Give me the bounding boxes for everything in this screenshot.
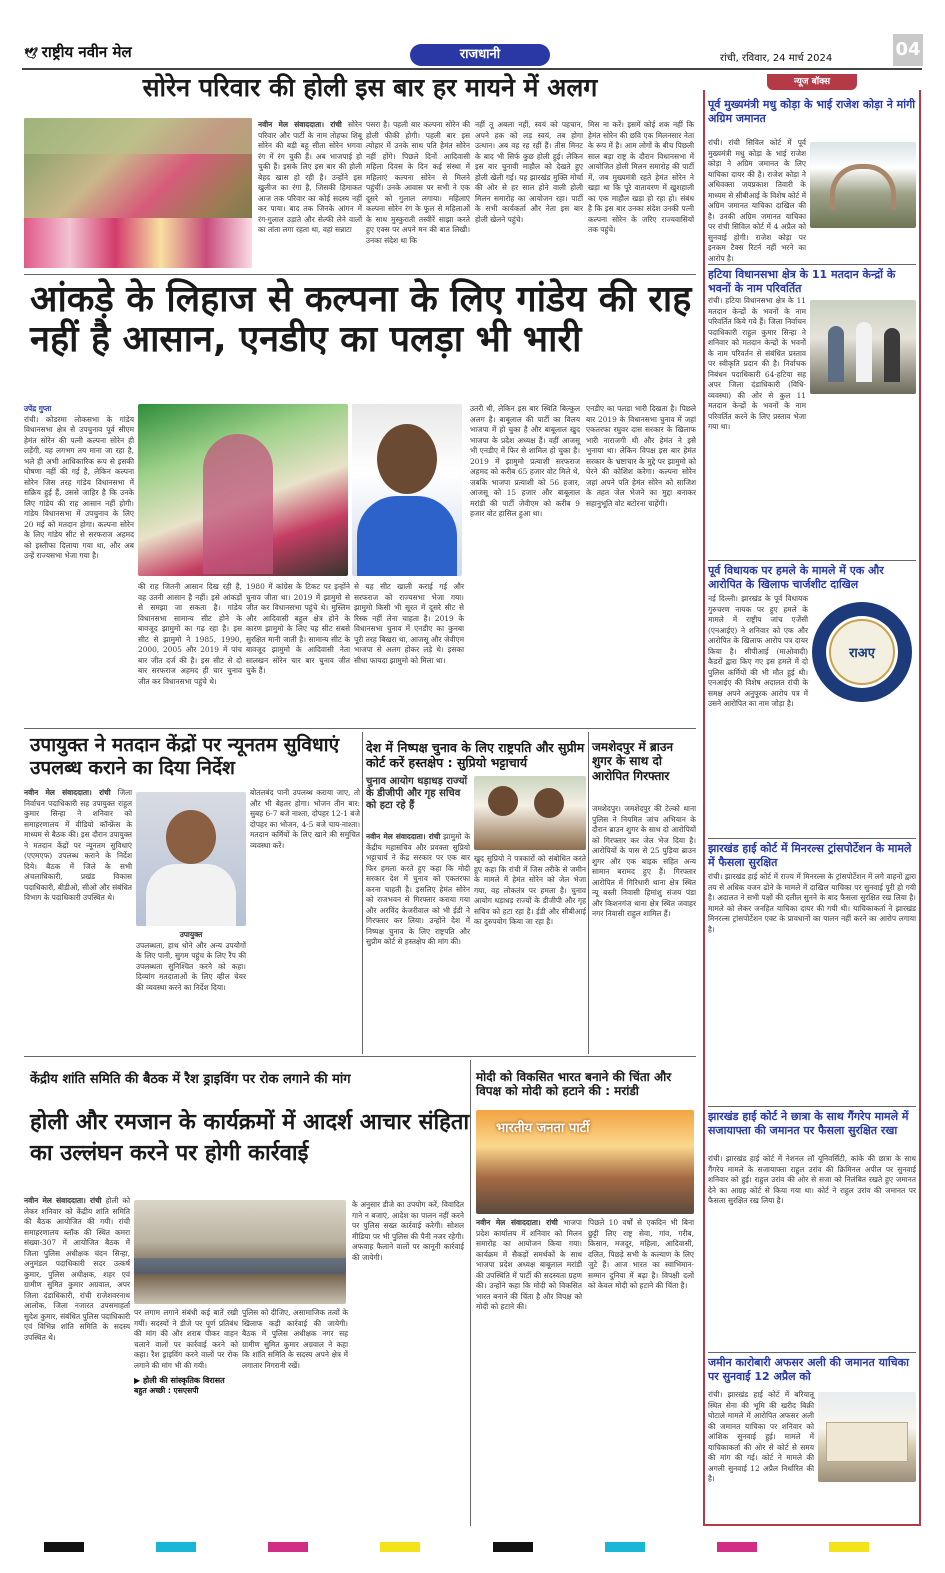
story3-col2: [136, 930, 246, 1050]
story8-photo-banner: भारतीय जनता पार्टी: [496, 1121, 590, 1136]
news-item-body: [708, 1390, 814, 1520]
story2-col3: [246, 582, 350, 722]
story7-text: पुलिस को दीजिए, असामाजिक तत्वों के खिलाफ कड़ी कार्रवाई की जायेगी। बैठक में पुलिस अधीक्षक नगर सह ग्रामीण सुमित कुमार अग्रवाल ने कहा कि शांति समिति के सदस्य अपने क्षेत्र में लगातार निगरानी रखें।: [242, 1308, 348, 1370]
story2-photo-right: [352, 404, 462, 576]
story3-text: उपलब्धता, हाथ धोने और अन्य उपयोगों के लिए पानी, सुगम पहुंच के लिए रैंप की उपलब्धता सुनिश्चित करने को कहा। दिव्यांग मतदाताओं के लिए व्हील चेयर की व्यवस्था करने का निर्देश दिया।: [136, 940, 246, 992]
news-item-body: [708, 872, 916, 1082]
arrow-icon: ▶: [134, 1376, 143, 1386]
logo-text: राष्ट्रीय नवीन मेल: [41, 43, 132, 61]
story4-photo: [474, 776, 586, 850]
story1-col3: [475, 120, 583, 270]
story7-subhead-by: बहुत अच्छी : एसएसपी: [134, 1386, 199, 1396]
news-box-tag: [703, 74, 921, 90]
divider: [24, 274, 696, 275]
story1-col1: [258, 120, 362, 270]
divider: [708, 1106, 916, 1107]
story4-col2: [474, 854, 586, 1050]
nia-badge-icon: [810, 600, 914, 704]
story3-text: जिला निर्वाचन पदाधिकारी सह उपायुक्त राहुल कुमार सिन्हा ने शनिवार को समाहरणालय में वीडियो कॉन्फ्रेंस के माध्यम से बैठक की। इस दौरान उपायुक्त ने मतदान केंद्रों पर न्यूनतम सुविधाएं (एएमएफ) उपलब्ध कराने के निर्देश दिये। बैठक में जिले के सभी अंचलाधिकारी, प्रखंड विकास पदाधिकारी, बीडीओ, सीओ और संबंधित विभाग के पदाधिकारी उपस्थित थे।: [24, 788, 132, 903]
news-item-body-cont: [708, 232, 916, 262]
news-item-body: [708, 1154, 916, 1318]
news-item-title: पूर्व विधायक पर हमले के मामले में एक और आरोपित के खिलाफ चार्जशीट दाखिल: [708, 564, 884, 591]
story2-text: उतरी थी, लेकिन इस बार स्थिति बिल्कुल अलग है। बाबूलाल की पार्टी का विलय भाजपा में हो चुका है और बाबूलाल खुद भाजपा के प्रदेश अध्यक्ष हैं। वहीं आजसू भी एनडीए में फिर से शामिल हो चुका है। 2019 में झामुमो प्रत्याशी सरफराज अहमद को करीब 65 हजार वोट मिले थे, जबकि भाजपा प्रत्याशी को 56 हजार, आजसू को 15 हजार और बाबूलाल मरांडी की पार्टी जेवीएम को करीब 9 हजार वोट हासिल हुआ था।: [470, 404, 580, 519]
story2-col4: [354, 582, 464, 722]
color-swatch: [829, 1542, 869, 1552]
dateline: रांची, रविवार, 24 मार्च 2024: [720, 53, 833, 64]
story1-text: सोरेन परिवार और पार्टी के नाम तोहफा शिबू सोरेन की बड़ी बहू सीता सोरेन भगवा रंग में रंग चुकी हैं। अब भाजपाई हो चुकी हैं। इसके लिए इस बार की होली बेहद खास हो रही है। उन्होंने इस खुलीज का रंगा है, जिसकी हिमाकत आज तक परिवार का कोई सदस्य नहीं कर पाया। बाद तक जिनके आंगन में रंग-गुलाल उड़ाते और सेल्फी लेने वालों का तांता लगा रहता था, वहां सन्नाटा: [258, 120, 362, 235]
story3-caption: उपायुक्त: [179, 930, 203, 939]
story1-col2: [366, 120, 470, 270]
officials-photo: [810, 300, 916, 394]
newspaper-logo: [24, 42, 132, 62]
news-item-text: नई दिल्ली। झारखंड के पूर्व विधायक गुरुचरण नायक पर हुए हमले के मामले में राष्ट्रीय जांच एजेंसी (एनआईए) ने शनिवार को एक और आरोपित के खिलाफ आरोप पत्र दायर किया है। सीपीआई (माओवादी) कैडरों द्वारा किए गए इस हमले में दो पुलिस कर्मियों की भी मौत हुई थी। एनआईए की विशेष अदालत रांची के समक्ष अपने अनुपूरक आरोप पत्र में उसने आरोपित का नाम जोड़ा है।: [708, 594, 808, 709]
story1-headline: सोरेन परिवार की होली इस बार हर मायने में अलग: [142, 73, 598, 102]
divider: [24, 728, 696, 729]
divider: [708, 838, 916, 839]
news-item-title: झारखंड हाई कोर्ट में मिनरल्स ट्रांसपोर्टेशन के मामले में फैसला सुरक्षित: [708, 842, 912, 869]
story4-kicker: चुनाव आयोग धड़ाधड़ राज्यों के डीजीपी और गृह सचिव को हटा रहे हैं: [366, 776, 468, 811]
story2-headline: आंकड़े के लिहाज से कल्पना के लिए गांडेय की राह नहीं है आसान, एनडीए का पलड़ा भी भारी: [30, 279, 692, 361]
story8-photo: [476, 1110, 694, 1214]
story2-text: से यह सीट खाली कराई गई और सरफराज को राज्यसभा भेजा गया। झामुमो किसी भी सूरत में दूसरे सीट से रिस्क नहीं लेना चाहता है। 2019 के विधानसभा चुनाव में एनडीए का कुनबा पूरी तरह बिखरा था, आजसू और जेवीएम भाजपा से अलग होकर लड़े थे। इसका सीधा फायदा झामुमो को मिला था।: [354, 582, 464, 665]
bird-logo-icon: 🕊: [24, 47, 42, 60]
story3-photo: [136, 792, 246, 926]
news-item-title: हटिया विधानसभा क्षेत्र के 11 मतदान केन्द्रों के भवनों के नाम परिवर्तित: [708, 268, 896, 295]
news-item-text: रांची। झारखंड हाई कोर्ट में नेशनल लॉ यूनिवर्सिटी, कांके की छात्रा के साथ गैंगरेप मामले के सजायाफ्ता राहुल उरांव की क्रिमिनल अपील पर सुनवाई शनिवार को हुई। राहुल उरांव की ओर से सजा को निलंबित रखते हुए जमानत देने का आग्रह कोर्ट से किया गया था। कोर्ट ने राहुल उरांव की जमानत पर फैसला सुरक्षित रख लिया है।: [708, 1154, 916, 1206]
color-swatch: [380, 1542, 420, 1552]
story2-byline: उपेंद्र गुप्ता: [24, 404, 52, 413]
color-swatch: [605, 1542, 645, 1552]
story2-text: एनडीए का पलड़ा भारी दिखता है। पिछले बार 2019 के विधानसभा चुनाव में जहां एकतरफा रघुवर दास सरकार के खिलाफ भारी नाराजगी थी और हेमंत ने इसे भुनाया था। लेकिन विपक्ष इस बार हेमंत सरकार के भ्रष्टाचार के मुद्दे पर झामुमो को घेरने की कोशिश करेगा। कल्पना सोरेन जहां अपने पति हेमंत सोरेन को साजिश के तहत जेल भेजने का मुद्दा बनाकर सहानुभूति वोट बटोरना चाहेंगी।: [586, 404, 696, 508]
story3-headline: उपायुक्त ने मतदान केंद्रों पर न्यूनतम सुविधाएं उपलब्ध कराने का दिया निर्देश: [30, 734, 340, 779]
story2-col2: [138, 582, 242, 722]
news-item-title: झारखंड हाई कोर्ट ने छात्रा के साथ गैंगरेप मामले में सजायाफ्ता की जमानत पर फैसला सुरक्षित रखा: [708, 1110, 909, 1137]
color-swatch: [44, 1542, 84, 1552]
divider: [24, 1056, 696, 1057]
story5-headline: जमशेदपुर में ब्राउन शुगर के साथ दो आरोपित गिरफ्तार: [592, 740, 674, 783]
story7-col3: [242, 1308, 348, 1526]
color-swatch: [268, 1542, 308, 1552]
story4-text: खुद सुप्रियो ने पत्रकारों को संबोधित करते हुए कहा कि रांची में जिस तरीके से जमीन के मामले में हेमंत सोरेन को जेल भेजा गया, वह लोकतंत्र पर हमला है। चुनाव आयोग धड़ाधड़ राज्यों के डीजीपी और गृह सचिव को हटा रहा है। ईडी और सीबीआई का दुरुपयोग किया जा रहा है।: [474, 854, 586, 927]
story3-text: बोतलबंद पानी उपलब्ध कराया जाए, तो और भी बेहतर होगा। भोजन तीन बार: सुबह 6-7 बजे नाश्ता, दोपहर 12-1 बजे दोपहर का भोजन, 4-5 बजे चाय-नाश्ता। मतदान कर्मियों के लिए खाने की समुचित व्यवस्था करें।: [250, 788, 360, 850]
column-divider: [362, 732, 363, 1054]
story4-byline: नवीन मेल संवाददाता। रांची: [366, 832, 441, 841]
story3-byline: नवीन मेल संवाददाता। रांची: [24, 788, 111, 797]
divider: [708, 1352, 916, 1353]
news-item-body: [708, 296, 806, 432]
story7-photo: [134, 1200, 346, 1304]
story8-col1: [476, 1218, 582, 1526]
high-court-photo: [818, 1392, 916, 1482]
story1-text: मिस ना करें। इसमें कोई शक नहीं कि हेमंत सोरेन की छवि एक मिलनसार नेता के रूप में है। आम लोगों के बीच पिछली साल बड़ा राष्ट्र के दौरान विधानसभा में आयोजित होली मिलन समारोह की पार्टी में, जब मुख्यमंत्री रहते हेमंत सोरेन ने खड़ा था कि पूरे वातावरण में खुशहाली का एक माहौल खड़ा हो रहा हो। संबंध है कि इस बार उनका संदेश उनकी पत्नी कल्पना सोरेन के जरिए राज्यवासियों तक पहुंचे।: [588, 120, 694, 235]
page-number: 04: [893, 34, 923, 66]
story7-headline: होली और रमजान के कार्यक्रमों में आदर्श आचार संहिता का उल्लंघन करने पर होगी कार्रवाई: [30, 1110, 470, 1166]
news-item-text: रांची। हटिया विधानसभा क्षेत्र के 11 मतदान केन्द्रों के भवनों के नाम परिवर्तित किये गये हैं। जिला निर्वाचन पदाधिकारी राहुल कुमार सिन्हा ने शनिवार को मतदान केन्द्रों के भवनों के नाम परिवर्तन से संबंधित प्रस्ताव पर स्वीकृति प्रदान की है। निर्वाचक निबंधन पदाधिकारी 64-हटिया सह अपर जिला दंडाधिकारी (विधि-व्यवस्था) की ओर से कुल 11 मतदान केन्द्रों के भवनों के नाम परिवर्तित करने के लिए प्रस्ताव भेजा गया था।: [708, 296, 806, 432]
story7-subhead: [134, 1375, 238, 1386]
color-swatch: [717, 1542, 757, 1552]
column-divider: [588, 732, 589, 1054]
story1-text: पसरा है। पहली बार कल्पना सोरेन की होली फीकी होगी। पहली बार इस त्योहार में उनके साथ पति हेमंत सोरेन नहीं होंगे। पिछले दिनों आदिवासी महिला दिवस के दिन कई संस्था में महिलाएं कल्पना सोरेन से मिलने पहुंचीं। उनके आवास पर सभी ने एक दूसरे को गुलाल लगाया। महिलाएं कल्पना सोरेन रंग के फूल से महिलाओं के साथ मुस्कुराती तस्वीरें साझा करते हुए एक्स पर अपने मन की बात लिखी। उनका संदेश था कि: [366, 120, 470, 245]
story3-col1: [24, 788, 132, 1050]
story2-col6: [586, 404, 696, 722]
divider: [708, 264, 916, 265]
print-color-strip: [24, 1540, 921, 1554]
story4-text: झामुमो के केंद्रीय महासचिव और प्रवक्ता सुप्रियो भट्टाचार्य ने केंद्र सरकार पर एक बार फिर हमला करते हुए कहा कि मोदी सरकार देश में चुनाव को एकतरफा करना चाहती है। इसलिए हेमंत सोरेन को राजभवन से गिरफ्तार कराया गया और अरविंद केजरीवाल को भी ईडी ने गिरफ्तार कर लिया। उन्होंने देश में निष्पक्ष चुनाव के लिए राष्ट्रपति और सुप्रीम कोर्ट से हस्तक्षेप की मांग की।: [366, 832, 470, 947]
color-swatch: [156, 1542, 196, 1552]
story2-text: रांची। कोडरमा लोकसभा के गांडेय विधानसभा क्षेत्र से उपचुनाव पूर्व सीएम हेमंत सोरेन की पत्नी कल्पना सोरेन ही लड़ेंगी, यह लगभग तय माना जा रहा है, भले ही अभी आधिकारिक रूप से इसकी घोषणा नहीं की गई है, लेकिन कल्पना सोरेन जिस तरह गांडेय विधानसभा में सक्रिय हुई हैं, उससे जाहिर है कि उनके लिए गांडेय की राह आसान नहीं होगी। गांडेय विधानसभा में उपचुनाव के लिए 20 मई को मतदान होगा। कल्पना सोरेन के लिए गांडेय सीट से सरफराज अहमद को इस्तीफा दिलाया गया था, और अब उन्हें राज्यसभा भेजा गया है।: [24, 414, 134, 561]
story1-col4: [588, 120, 694, 270]
court-gate-photo: [810, 142, 916, 228]
story8-text: पिछले 10 वर्षों से एकदिन भी बिना छुट्टी लिए राष्ट्र सेवा, गांव, गरीब, किसान, मजदूर, महिला, आदिवासी, दलित, पिछड़े सभी के कल्याण के लिए जुटे हैं। आज भारत का स्वाभिमान-सम्मान दुनिया में बढ़ा है। विपक्षी दलों को केवल मोदी को हटाने की चिंता है।: [588, 1218, 694, 1291]
news-item-text: रांची। झारखंड हाई कोर्ट में राज्य में मिनरल्स के ट्रांसपोर्टेशन में लगे वाहनों द्वारा तय से अधिक वजन ढोने के मामले में दाखिल याचिका पर सुनवाई पूरी हो गयी है। अदालत ने सभी पक्षों की दलील सुनने के बाद फैसला सुरक्षित रख लिया है। मामले को लेकर जनहित याचिका दायर की गयी थी। याचिकाकर्ता ने झारखंड मिनरल्स ट्रांसपोर्टेशन एक्ट के प्रावधानों का पालन नहीं करने का आरोप लगाया है।: [708, 872, 916, 934]
story7-text: के अनुसार डीजे का उपयोग करें, विवादित गाने न बजाएं, आदेश का पालन नहीं करने पर पुलिस सख्त कार्रवाई करेगी। सोशल मीडिया पर भी पुलिस की पैनी नजर रहेगी। अफवाह फैलाने वालों पर कानूनी कार्रवाई की जायेगी।: [352, 1200, 464, 1262]
story2-photo-left: [138, 404, 348, 576]
story2-text: की राह जितनी आसान दिख रही है, वह उतनी आसान है नहीं। इसे आंकड़ों से समझा जा सकता है। गांडेय विधानसभा सामान्य सीट होने के बावजूद झामुमो का गढ़ रहा है। इस सीट से झामुमो ने 1985, 1990, 2000, 2005 और 2019 में पांच बार जीत दर्ज की है। इस सीट से दो बार सरफराज अहमद ही चार चुनाव जीत कर विधानसभा पहुंचे थे।: [138, 582, 242, 686]
news-item-text: रांची। झारखंड हाई कोर्ट में बरियातू स्थित सेना की भूमि की खरीद बिक्री घोटाले मामले में आरोपित अफसर अली की जमानत याचिका पर शनिवार को आंशिक सुनवाई हुई। मामले में याचिकाकर्ता की ओर से कोर्ट से समय की मांग की गई। कोर्ट ने मामले की अगली सुनवाई 12 अप्रैल निर्धारित की है।: [708, 1390, 814, 1484]
story7-text: पर लगाम लगाने संबंधी कई बातें रखी गयीं। सदस्यों ने डीजे पर पूर्ण प्रतिबंध की मांग की और शराब पीकर वाहन चलाने वालों पर कार्रवाई करने को कहा। रैश ड्राइविंग करने वालों पर रोक लगाने की मांग भी की गयी।: [134, 1308, 238, 1370]
story1-byline: नवीन मेल संवाददाता। रांची: [258, 120, 342, 129]
divider: [708, 560, 916, 561]
story7-col4: [352, 1200, 464, 1526]
news-item-body: [708, 594, 808, 834]
column-divider: [470, 1060, 471, 1526]
nia-badge-center: राअए: [849, 646, 875, 661]
news-item-text: रांची। रांची सिविल कोर्ट में पूर्व मुख्यमंत्री मधु कोड़ा के भाई राजेश कोड़ा ने अग्रिम जमानत के लिए याचिका दायर की है। राजेश कोड़ा ने अधिवक्ता जयप्रकाश तिवारी के माध्यम से सीबीआई के विशेष कोर्ट में अग्रिम जमानत याचिका दाखिल की है। उनकी अग्रिम जमानत याचिका पर रांची सिविल कोर्ट में 4 अप्रैल को सुनवाई होगी। राजेश कोड़ा पर इनकम टैक्स रिटर्न नहीं भरने का आरोप है।: [708, 138, 806, 263]
story2-text: 1980 में कांग्रेस के टिकट पर इन्होंने चुनाव जीता था। 2019 में झामुमो से जीत कर विधानसभा पहुंचे थे। मुस्लिम और आदिवासी बहुल क्षेत्र होने के कारण झामुमो के लिए यह सीट सबसे सुरक्षित मानी जाती है। सामान्य सीट के बावजूद झामुमो के आदिवासी नेता सालखन सोरेन चार बार चुनाव जीत चुके हैं।: [246, 582, 350, 676]
section-label: राजधानी: [410, 44, 550, 66]
story8-byline: नवीन मेल संवाददाता। रांची: [476, 1218, 558, 1227]
news-item-title: जमीन कारोबारी अफसर अली की जमानत याचिका पर सुनवाई 12 अप्रैल को: [708, 1356, 909, 1383]
news-item-title: पूर्व मुख्यमंत्री मधु कोड़ा के भाई राजेश कोड़ा ने मांगी अग्रिम जमानत: [708, 98, 916, 125]
story8-headline: मोदी को विकसित भारत बनाने की चिंता और विपक्ष को मोदी को हटाने की : मरांडी: [476, 1070, 672, 1099]
story1-photo: [24, 118, 252, 268]
news-box-tag-text: न्यूज बॉक्स: [767, 74, 857, 90]
story7-byline: नवीन मेल संवाददाता। रांची: [24, 1196, 102, 1205]
story6-headline: केंद्रीय शांति समिति की बैठक में रैश ड्राइविंग पर रोक लगाने की मांग: [30, 1072, 351, 1087]
color-swatch: [493, 1542, 533, 1552]
story8-col2: [588, 1218, 694, 1526]
story7-col1: [24, 1196, 130, 1526]
story4-headline: देश में निष्पक्ष चुनाव के लिए राष्ट्रपति और सुप्रीम कोर्ट करें हस्तक्षेप : सुप्रियो भट्टाचार्य: [366, 740, 585, 770]
story7-col2: [134, 1308, 238, 1526]
story7-subhead-text: होली की सांस्कृतिक विरासत: [142, 1376, 225, 1386]
story5-text: जमशेदपुर। जमशेदपुर की टेल्को थाना पुलिस ने नियमित जांच अभियान के दौरान ब्राउन शुगर के साथ दो आरोपियों को गिरफ्तार कर जेल भेज दिया है। आरोपियों के पास से 25 पुड़िया ब्राउन शुगर और एक बाइक सहित अन्य सामान बरामद हुए हैं। गिरफ्तार आरोपित में गिरिधारी थाना क्षेत्र स्थित न्यू बस्ती निवासी हिमांशु संजय पंडा और किशनगंज थाना क्षेत्र स्थित जवाहर नगर निवासी राहुल शामिल हैं।: [592, 804, 696, 919]
story3-col3: [250, 788, 360, 1050]
nia-emblem: [810, 600, 914, 704]
story1-text: नहीं तू अबला नहीं, स्वयं को पहचान, अपने हक को लड़ स्वयं, तब होगा उत्थान। अब वह रह रहीं हैं। तीस मिनट के बाद भी सिर्फ कुछ होली हुई। लेकिन इस बार चुनावी माहौल को देखते हुए होली खेली गई। यह झारखंड मुक्ति मोर्चा की ओर से हर साल होने वाली होली मिलन समारोह का आयोजन रहा। पार्टी के सभी कार्यकर्ता और नेता इस बार होली खेलने पहुंचे।: [475, 120, 583, 224]
news-item-body-cont: [708, 420, 916, 558]
story2-col1: [24, 404, 134, 722]
story5-col1: [592, 804, 696, 1050]
story8-text: भाजपा प्रदेश कार्यालय में शनिवार को मिलन समारोह का आयोजन किया गया। कार्यक्रम में सैकड़ों समर्थकों के साथ भाजपा प्रदेश अध्यक्ष बाबूलाल मरांडी की उपस्थिति में पार्टी की सदस्यता ग्रहण की। उन्होंने कहा कि मोदी को विकसित भारत बनाने की चिंता है और विपक्ष को मोदी को हटाने की।: [476, 1218, 582, 1312]
story7-text: होली को लेकर शनिवार को केंद्रीय शांति समिति की बैठक आयोजित की गयी। रांची समाहरणालय ब्लॉक की स्थित कमरा संख्या-307 में आयोजित बैठक में जिला पुलिस अधीक्षक चंदन सिन्हा, अनुमंडल पदाधिकारी सदर उत्कर्ष कुमार, पुलिस अधीक्षक, शहर एवं ग्रामीण सुमित कुमार अग्रवाल, अपर जिला दंडाधिकारी, रांची राजेशवरनाथ आलोक, जिला नजारत उपसमाहर्ता सुदेश कुमार, संबंधित पुलिस पदाधिकारी एवं विभिन्न शांति समिति के सदस्य उपस्थित थे।: [24, 1196, 130, 1342]
story2-col5: [470, 404, 580, 722]
story4-col1: [366, 832, 470, 1050]
